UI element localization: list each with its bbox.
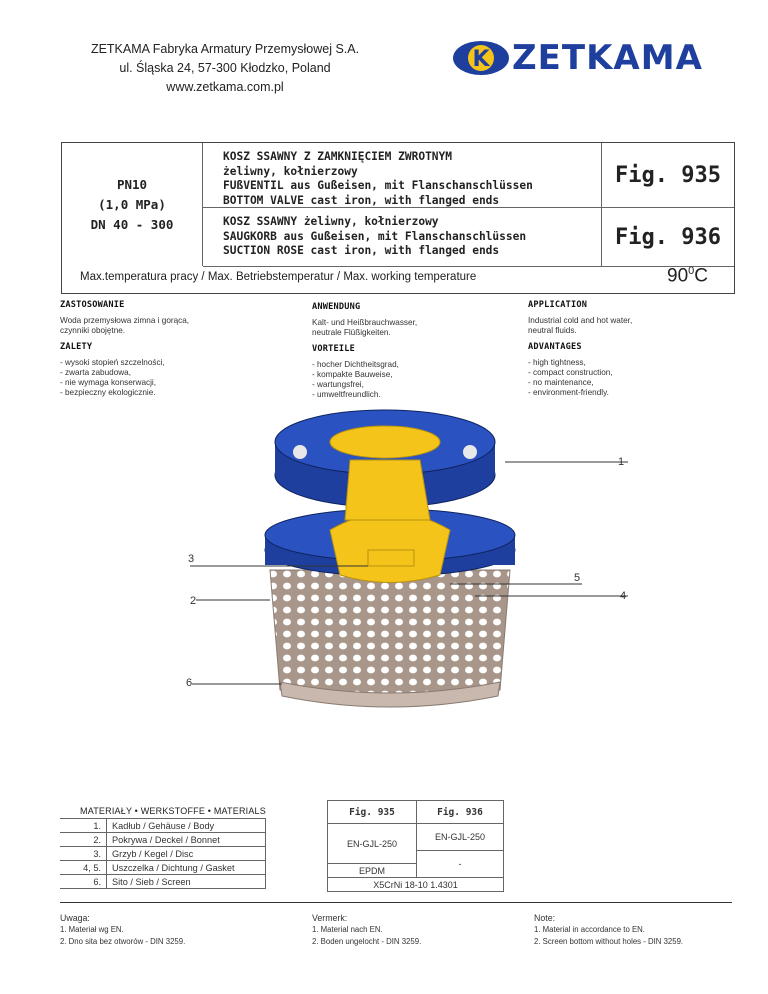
- notes-pl: [60, 912, 260, 948]
- logo-wordmark: ZETKAMA: [512, 38, 703, 78]
- pressure-block: [62, 143, 203, 266]
- fig936-column-header: Fig. 936: [417, 801, 504, 824]
- notes-pl-title: Uwaga:: [60, 913, 90, 923]
- logo-mark: K: [472, 47, 490, 72]
- fig935-label: Fig. 935: [601, 143, 734, 207]
- materials-table: [60, 818, 266, 889]
- en-advantages-title: ADVANTAGES: [528, 342, 582, 352]
- zetkama-logo: [452, 40, 742, 76]
- callout-6: 6: [186, 677, 193, 689]
- pl-application-title: ZASTOSOWANIE: [60, 300, 125, 310]
- notes-en-item: 1. Material in accordance to EN.: [534, 925, 645, 934]
- fig935-title-de: FUßVENTIL aus Gußeisen, mit Flanschanschlüssen: [223, 179, 533, 192]
- company-street: ul. Śląska 24, 57-300 Kłodzko, Poland: [119, 61, 331, 75]
- materials-title: MATERIAŁY • WERKSTOFFE • MATERIALS: [80, 806, 266, 816]
- fig935-subtitle-pl: żeliwny, kołnierzowy: [223, 164, 358, 178]
- fig936-title-pl: KOSZ SSAWNY żeliwny, kołnierzowy: [223, 215, 439, 228]
- callout-4: 4: [620, 590, 627, 602]
- fig936-title-de: SAUGKORB aus Gußeisen, mit Flanschanschlüssen: [223, 229, 527, 243]
- temperature-label: Max.temperatura pracy / Max. Betriebstemperatur / Max. working temperature: [80, 271, 477, 283]
- notes-en-item: 2. Screen bottom without holes - DIN 3259.: [534, 937, 684, 946]
- fig935-titles: [223, 150, 533, 208]
- pl-advantages-list: - wysoki stopień szczelności, - zwarta zabudowa, - nie wymaga konserwacji, - bezpieczny ekologicznie.: [60, 358, 165, 397]
- fig936-label: Fig. 936: [601, 208, 734, 266]
- en-advantages-list: - high tightness, - compact construction, - no maintenance, - environment-friendly.: [528, 358, 613, 397]
- table-row: [60, 833, 266, 847]
- fig935-title-pl: KOSZ SSAWNY Z ZAMKNIĘCIEM ZWROTNYM: [223, 150, 453, 163]
- material-name: Uszczelka / Dichtung / Gasket: [107, 861, 266, 875]
- de-advantages-title: VORTEILE: [312, 344, 355, 354]
- fig936-title-en: SUCTION ROSE cast iron, with flanged ends: [223, 244, 500, 257]
- fig935-cast-grade: EN-GJL-250: [328, 824, 417, 864]
- notes-en: [534, 912, 734, 948]
- table-row: [60, 819, 266, 833]
- material-no: 4, 5.: [60, 861, 107, 875]
- de-advantages-list: - hocher Dichtheitsgrad, - kompakte Bauweise, - wartungsfrei, - umweltfreundlich.: [312, 360, 399, 399]
- material-name: Pokrywa / Deckel / Bonnet: [107, 833, 266, 847]
- fig935-column-header: Fig. 935: [328, 801, 417, 824]
- screen-grade: X5CrNi 18-10 1.4301: [328, 878, 504, 892]
- table-row: [60, 847, 266, 861]
- material-name: Sito / Sieb / Screen: [107, 875, 266, 889]
- de-application-title: ANWENDUNG: [312, 302, 361, 312]
- pressure-pn: PN10: [116, 176, 148, 192]
- pl-application-text: Woda przemysłowa zimna i gorąca, czynniki obojętne.: [60, 316, 190, 335]
- fig935-title-en: BOTTOM VALVE cast iron, with flanged ends: [223, 193, 500, 207]
- company-website: www.zetkama.com.pl: [166, 80, 284, 94]
- notes-pl-item: 1. Materiał wg EN.: [60, 925, 124, 934]
- fig936-cast-grade: EN-GJL-250: [417, 824, 504, 851]
- logo-emblem: [452, 40, 510, 76]
- en-application-title: APPLICATION: [528, 300, 588, 310]
- table-row: [60, 875, 266, 889]
- material-grades-table: [327, 800, 504, 892]
- notes-de-title: Vermerk:: [312, 913, 348, 923]
- pl-advantages-title: ZALETY: [60, 342, 93, 352]
- fig936-row: [203, 208, 734, 267]
- fig935-row: [203, 143, 734, 208]
- material-name: Kadłub / Gehäuse / Body: [107, 819, 266, 833]
- company-name: ZETKAMA Fabryka Armatury Przemysłowej S.A.: [90, 42, 360, 56]
- notes-en-title: Note:: [534, 913, 556, 923]
- callout-3: 3: [188, 553, 195, 565]
- notes-de: [312, 912, 512, 948]
- pressure-mpa: (1,0 MPa): [98, 196, 166, 212]
- notes-pl-item: 2. Dno sita bez otworów - DIN 3259.: [60, 937, 186, 946]
- screen-basket: [270, 570, 510, 707]
- material-name: Grzyb / Kegel / Disc: [107, 847, 266, 861]
- company-address: [60, 40, 390, 97]
- notes-de-item: 1. Material nach EN.: [312, 925, 383, 934]
- notes-divider: [60, 902, 732, 903]
- de-application-text: Kalt- und Heißbrauchwasser, neutrale Flüßigkeiten.: [312, 318, 418, 337]
- material-no: 2.: [60, 833, 107, 847]
- body-part: [275, 410, 495, 520]
- callout-5: 5: [574, 572, 581, 584]
- disc-part: [368, 550, 414, 566]
- fig935-gasket: EPDM: [328, 864, 417, 878]
- spec-box: [61, 142, 735, 294]
- column-de: [312, 302, 502, 406]
- table-row: [60, 861, 266, 875]
- material-no: 6.: [60, 875, 107, 889]
- fig936-titles: [223, 215, 526, 259]
- material-no: 1.: [60, 819, 107, 833]
- column-pl: [60, 300, 250, 404]
- temperature-value: $90^0C$: [667, 265, 708, 287]
- material-no: 3.: [60, 847, 107, 861]
- callout-2: 2: [190, 595, 197, 607]
- fig936-gasket: -: [417, 851, 504, 878]
- pressure-dn: DN 40 - 300: [90, 216, 174, 232]
- callout-1: 1: [618, 456, 625, 468]
- notes-de-item: 2. Boden ungelocht - DIN 3259.: [312, 937, 422, 946]
- valve-cutaway-illustration: [0, 400, 768, 720]
- column-en: [528, 300, 718, 404]
- en-application-text: Industrial cold and hot water, neutral fluids.: [528, 316, 633, 335]
